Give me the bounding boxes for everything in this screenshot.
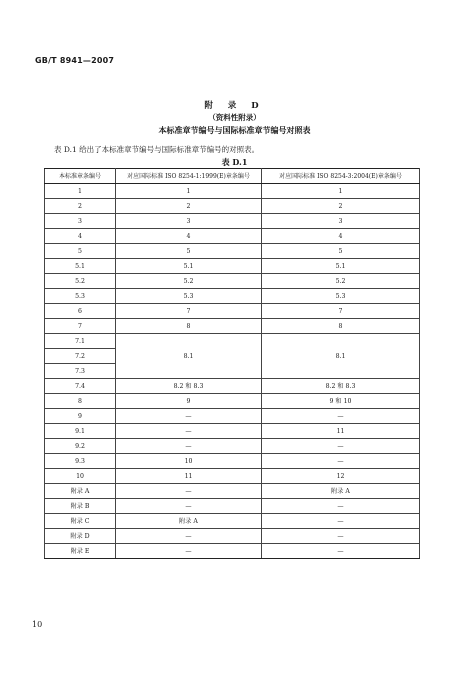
cell: 5 bbox=[45, 244, 116, 259]
cell: 8 bbox=[262, 319, 420, 334]
cell: 2 bbox=[262, 199, 420, 214]
header-iso-8254-3: 对应国际标准 ISO 8254-3:2004(E)章条编号 bbox=[262, 169, 420, 184]
cell: — bbox=[262, 544, 420, 559]
page-number: 10 bbox=[32, 620, 43, 629]
table-row bbox=[45, 379, 420, 394]
table-row bbox=[45, 214, 420, 229]
table-row bbox=[45, 199, 420, 214]
table-row bbox=[45, 409, 420, 424]
table-row bbox=[45, 454, 420, 469]
cell: 5.2 bbox=[45, 274, 116, 289]
appendix-subtitle: （资料性附录） bbox=[208, 113, 261, 122]
table-row bbox=[45, 394, 420, 409]
cell: — bbox=[262, 529, 420, 544]
cell: 9 bbox=[45, 409, 116, 424]
cell: 7.4 bbox=[45, 379, 116, 394]
table-row bbox=[45, 514, 420, 529]
cell: 3 bbox=[262, 214, 420, 229]
cell: 7 bbox=[116, 304, 262, 319]
cell: 8 bbox=[45, 394, 116, 409]
cell: — bbox=[116, 484, 262, 499]
table-row bbox=[45, 244, 420, 259]
cell: 8.2 和 8.3 bbox=[116, 379, 262, 394]
cell: 5.3 bbox=[262, 289, 420, 304]
appendix-heading: 本标准章节编号与国际标准章节编号对照表 bbox=[158, 125, 311, 135]
cell: 9 和 10 bbox=[262, 394, 420, 409]
cell: 1 bbox=[116, 184, 262, 199]
cell: 2 bbox=[116, 199, 262, 214]
table-row bbox=[45, 259, 420, 274]
header-iso-8254-1: 对应国际标准 ISO 8254-1:1999(E)章条编号 bbox=[116, 169, 262, 184]
cell: 5.1 bbox=[45, 259, 116, 274]
cell: 2 bbox=[45, 199, 116, 214]
cell: 7.2 bbox=[45, 349, 116, 364]
cell: 4 bbox=[262, 229, 420, 244]
cell: — bbox=[116, 499, 262, 514]
table-row bbox=[45, 499, 420, 514]
intro-paragraph: 表 D.1 给出了本标准章节编号与国际标准章节编号的对照表。 bbox=[54, 145, 260, 154]
cell: 附录 A bbox=[116, 514, 262, 529]
cell: 附录 B bbox=[45, 499, 116, 514]
cell: 9.2 bbox=[45, 439, 116, 454]
cell: 7.3 bbox=[45, 364, 116, 379]
cell: 附录 C bbox=[45, 514, 116, 529]
table-header-row bbox=[45, 169, 420, 184]
cell: — bbox=[116, 409, 262, 424]
table-row bbox=[45, 289, 420, 304]
cell: — bbox=[116, 424, 262, 439]
cell: 5.2 bbox=[262, 274, 420, 289]
cell: 7.1 bbox=[45, 334, 116, 349]
cell: 11 bbox=[116, 469, 262, 484]
cell: 8.2 和 8.3 bbox=[262, 379, 420, 394]
cell: 11 bbox=[262, 424, 420, 439]
header-this-standard: 本标准章条编号 bbox=[45, 169, 116, 184]
table-row bbox=[45, 334, 420, 349]
table-row bbox=[45, 484, 420, 499]
cell: — bbox=[262, 514, 420, 529]
correspondence-table bbox=[44, 168, 420, 559]
cell: 1 bbox=[45, 184, 116, 199]
cell: 10 bbox=[116, 454, 262, 469]
cell: 5.1 bbox=[262, 259, 420, 274]
table-row bbox=[45, 469, 420, 484]
table-row bbox=[45, 304, 420, 319]
cell: — bbox=[262, 409, 420, 424]
cell: — bbox=[262, 439, 420, 454]
table-row bbox=[45, 529, 420, 544]
cell: 4 bbox=[116, 229, 262, 244]
cell: 9.3 bbox=[45, 454, 116, 469]
cell: 1 bbox=[262, 184, 420, 199]
cell: 7 bbox=[45, 319, 116, 334]
table-row bbox=[45, 184, 420, 199]
cell: 5 bbox=[116, 244, 262, 259]
cell: — bbox=[116, 544, 262, 559]
cell: 5 bbox=[262, 244, 420, 259]
table-row bbox=[45, 274, 420, 289]
table-row bbox=[45, 424, 420, 439]
cell: 9.1 bbox=[45, 424, 116, 439]
cell: 5.2 bbox=[116, 274, 262, 289]
standard-code: GB/T 8941—2007 bbox=[35, 56, 115, 65]
cell: 附录 D bbox=[45, 529, 116, 544]
cell: 12 bbox=[262, 469, 420, 484]
cell: 6 bbox=[45, 304, 116, 319]
table-caption: 表 D.1 bbox=[221, 157, 248, 167]
cell: — bbox=[262, 499, 420, 514]
merged-cell: 8.1 bbox=[116, 334, 262, 379]
cell: 附录 E bbox=[45, 544, 116, 559]
appendix-title: 附 录 D bbox=[204, 101, 265, 111]
cell: 5.1 bbox=[116, 259, 262, 274]
cell: 9 bbox=[116, 394, 262, 409]
cell: 7 bbox=[262, 304, 420, 319]
cell: 附录 A bbox=[45, 484, 116, 499]
table-row bbox=[45, 229, 420, 244]
cell: 3 bbox=[116, 214, 262, 229]
cell: 8 bbox=[116, 319, 262, 334]
cell: 4 bbox=[45, 229, 116, 244]
table-row bbox=[45, 544, 420, 559]
table-row bbox=[45, 319, 420, 334]
table-row bbox=[45, 439, 420, 454]
cell: — bbox=[116, 529, 262, 544]
cell: 5.3 bbox=[116, 289, 262, 304]
cell: — bbox=[262, 454, 420, 469]
cell: 3 bbox=[45, 214, 116, 229]
merged-cell: 8.1 bbox=[262, 334, 420, 379]
cell: 10 bbox=[45, 469, 116, 484]
cell: 附录 A bbox=[262, 484, 420, 499]
cell: — bbox=[116, 439, 262, 454]
cell: 5.3 bbox=[45, 289, 116, 304]
